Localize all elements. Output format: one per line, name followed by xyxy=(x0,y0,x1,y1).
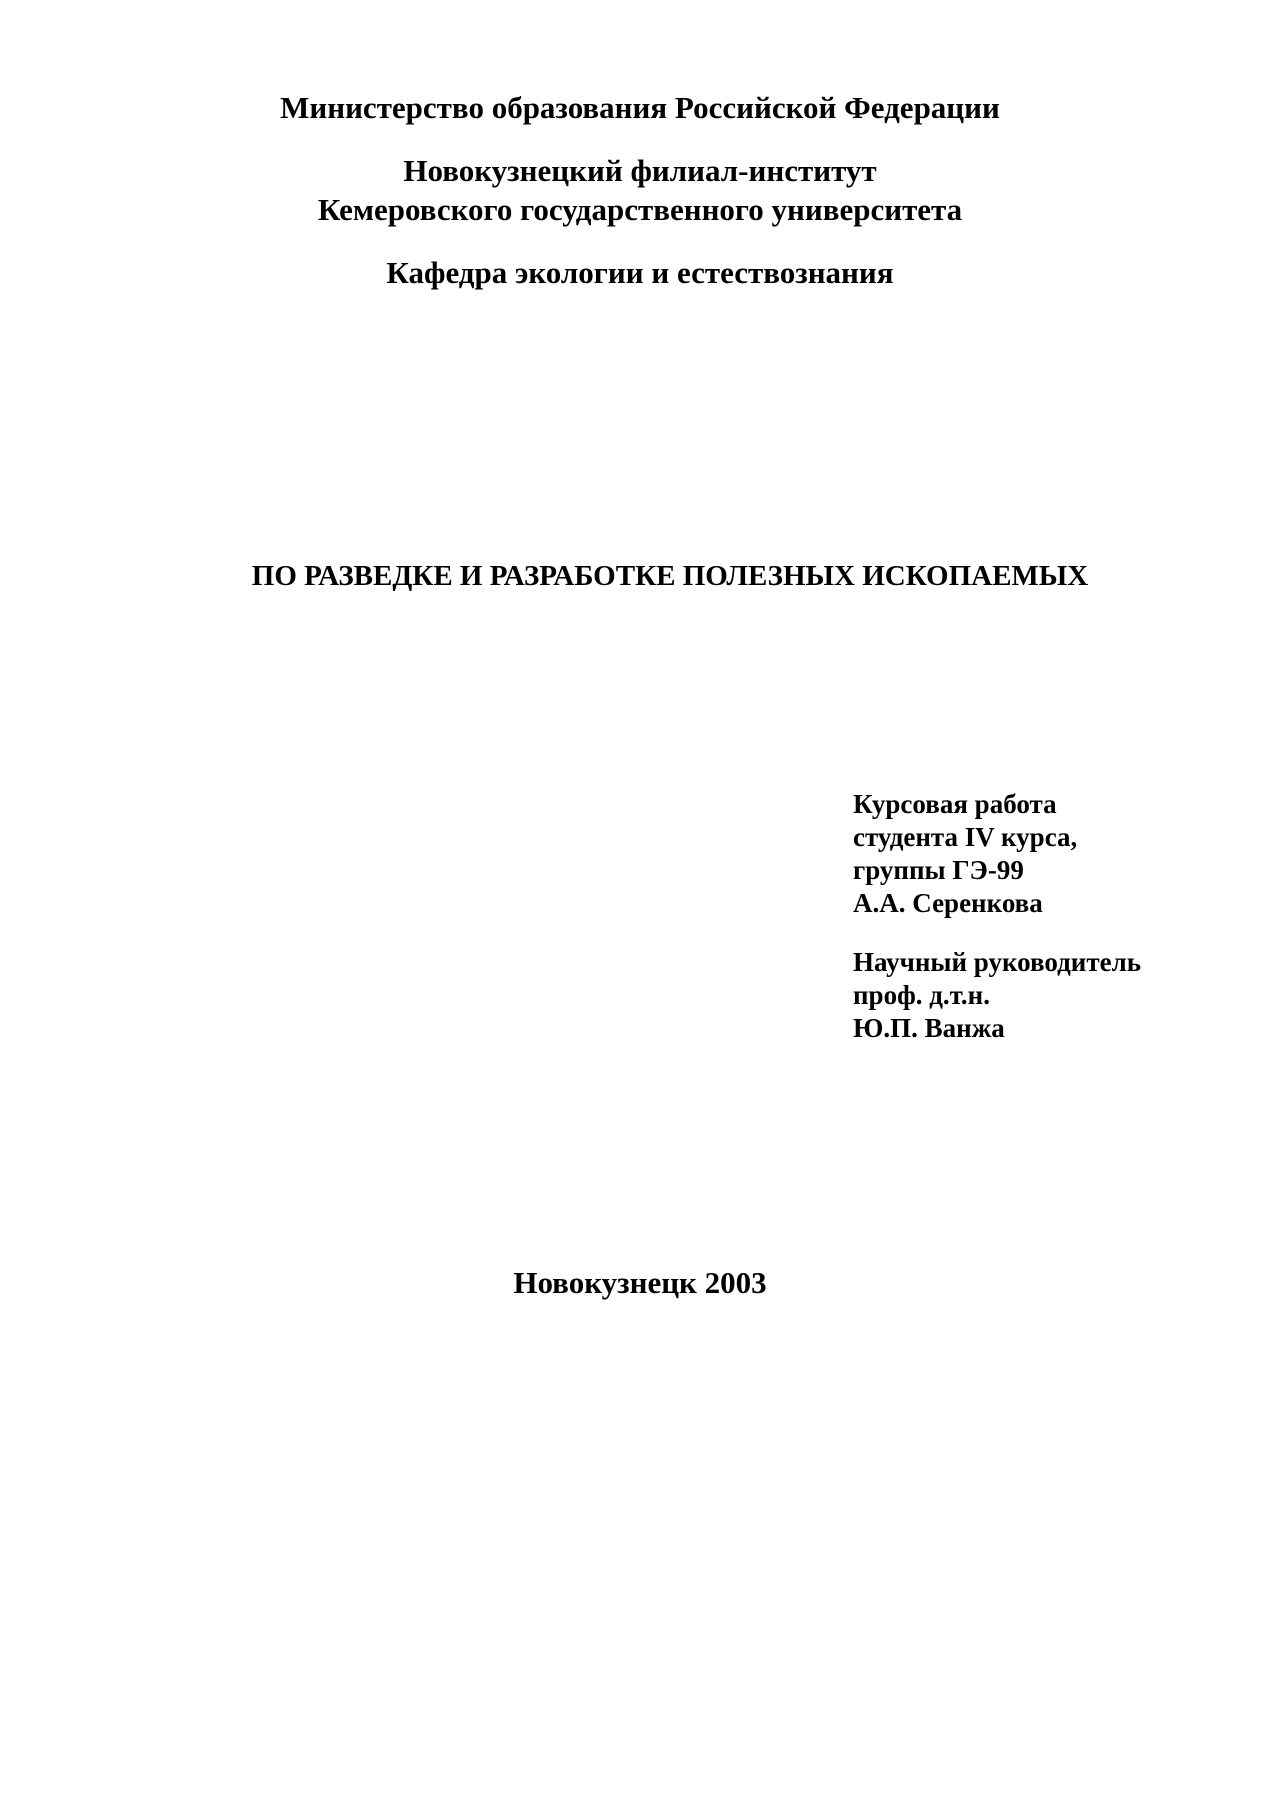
author-block xyxy=(853,788,1077,920)
supervisor-name: Ю.П. Ванжа xyxy=(853,1013,1005,1043)
work-type-label: Курсовая работа xyxy=(853,789,1057,819)
student-course: студента IV курса, xyxy=(853,822,1078,852)
document-title: ПО РАЗВЕДКЕ И РАЗРАБОТКЕ ПОЛЕЗНЫХ ИСКОПАЕМЫХ xyxy=(251,560,1089,592)
student-name: А.А. Серенкова xyxy=(853,888,1043,918)
supervisor-label: Научный руководитель xyxy=(853,947,1141,977)
department-heading: Кафедра экологии и естествознания xyxy=(386,255,894,290)
institute-heading-line1: Новокузнецкий филиал-институт xyxy=(403,153,877,188)
supervisor-block xyxy=(853,946,1141,1045)
city-year: Новокузнецк 2003 xyxy=(513,1265,767,1300)
supervisor-title: проф. д.т.н. xyxy=(853,980,990,1010)
ministry-heading: Министерство образования Российской Федерации xyxy=(280,90,1000,125)
institute-heading-line2: Кемеровского государственного университета xyxy=(317,192,963,227)
student-group: группы ГЭ-99 xyxy=(853,855,1024,885)
